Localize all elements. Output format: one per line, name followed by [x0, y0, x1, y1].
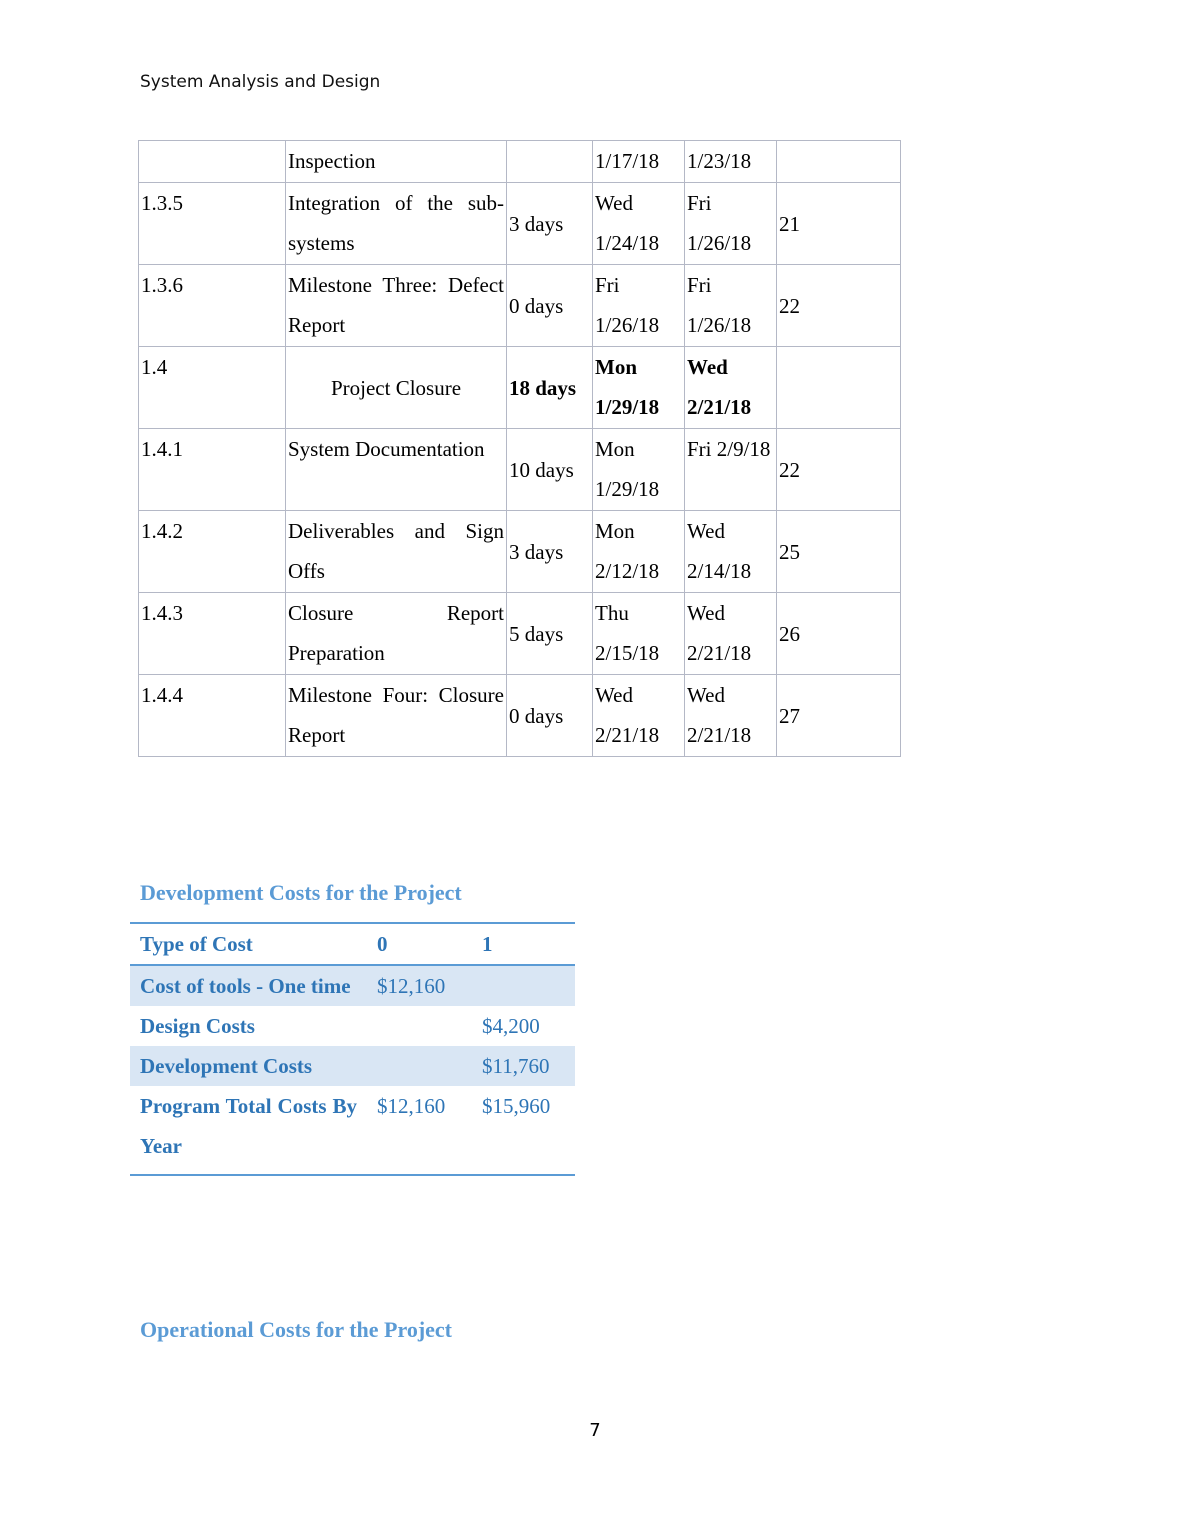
column-header: 1 — [472, 923, 575, 965]
cost-year-0: $12,160 — [367, 1086, 472, 1175]
op-costs-heading: Operational Costs for the Project — [140, 1317, 453, 1342]
page-number: 7 — [589, 1420, 601, 1441]
column-header: 0 — [367, 923, 472, 965]
task-start: Mon 1/29/18 — [593, 347, 685, 429]
task-finish: Wed 2/21/18 — [685, 675, 777, 757]
table-row — [139, 183, 901, 265]
task-start: Mon 2/12/18 — [593, 511, 685, 593]
task-name: Closure Report Preparation — [286, 593, 507, 675]
cost-year-0 — [367, 1046, 472, 1086]
dev-costs-heading: Development Costs for the Project — [140, 880, 462, 905]
task-name: Milestone Four: Closure Report — [286, 675, 507, 757]
column-header: Type of Cost — [130, 923, 367, 965]
cost-year-1: $11,760 — [472, 1046, 575, 1086]
table-row — [139, 511, 901, 593]
cost-label: Development Costs — [130, 1046, 367, 1086]
task-id: 1.4.3 — [139, 593, 286, 675]
schedule-table — [138, 140, 901, 757]
task-finish: Fri 1/26/18 — [685, 183, 777, 265]
task-predecessor — [777, 141, 901, 183]
task-predecessor: 22 — [777, 265, 901, 347]
cost-year-0: $12,160 — [367, 965, 472, 1006]
table-row-summary — [139, 347, 901, 429]
cost-label: Cost of tools - One time — [130, 965, 367, 1006]
task-name: Project Closure — [286, 347, 507, 429]
table-row — [130, 1046, 575, 1086]
task-name: Deliverables and Sign Offs — [286, 511, 507, 593]
task-predecessor: 26 — [777, 593, 901, 675]
task-duration: 3 days — [507, 183, 593, 265]
task-name: System Documentation — [286, 429, 507, 511]
task-duration — [507, 141, 593, 183]
task-id: 1.3.5 — [139, 183, 286, 265]
task-predecessor: 27 — [777, 675, 901, 757]
task-predecessor — [777, 347, 901, 429]
task-predecessor: 22 — [777, 429, 901, 511]
task-name: Integration of the sub-systems — [286, 183, 507, 265]
table-row — [139, 675, 901, 757]
cost-year-1: $4,200 — [482, 1014, 540, 1038]
task-start: Fri 1/26/18 — [593, 265, 685, 347]
cost-year-1 — [472, 965, 575, 1006]
task-duration: 0 days — [507, 675, 593, 757]
task-start: 1/17/18 — [593, 141, 685, 183]
table-row — [139, 593, 901, 675]
task-predecessor: 25 — [777, 511, 901, 593]
task-id: 1.3.6 — [139, 265, 286, 347]
task-id — [139, 141, 286, 183]
table-header-row — [130, 923, 575, 965]
dev-costs-table — [130, 922, 575, 1176]
task-duration: 3 days — [507, 511, 593, 593]
table-row — [139, 265, 901, 347]
task-finish: Wed 2/14/18 — [685, 511, 777, 593]
cost-year-1: $15,960 — [472, 1086, 575, 1175]
task-id: 1.4 — [139, 347, 286, 429]
task-finish: Wed 2/21/18 — [685, 593, 777, 675]
table-row — [130, 1006, 575, 1046]
table-row-total — [130, 1086, 575, 1175]
task-start: Thu 2/15/18 — [593, 593, 685, 675]
task-finish: Wed 2/21/18 — [685, 347, 777, 429]
task-duration: 10 days — [507, 429, 593, 511]
task-duration: 18 days — [507, 347, 593, 429]
cost-label: Design Costs — [140, 1014, 255, 1038]
task-id: 1.4.1 — [139, 429, 286, 511]
task-name: Milestone Three: Defect Report — [286, 265, 507, 347]
task-id: 1.4.2 — [139, 511, 286, 593]
cost-label: Program Total Costs By Year — [130, 1086, 367, 1175]
task-start: Wed 2/21/18 — [593, 675, 685, 757]
task-duration: 0 days — [507, 265, 593, 347]
task-predecessor: 21 — [777, 183, 901, 265]
task-name: Inspection — [286, 141, 507, 183]
task-duration: 5 days — [507, 593, 593, 675]
task-id: 1.4.4 — [139, 675, 286, 757]
task-start: Wed 1/24/18 — [593, 183, 685, 265]
task-finish: Fri 1/26/18 — [685, 265, 777, 347]
page-header: System Analysis and Design — [140, 72, 381, 92]
table-row — [139, 141, 901, 183]
table-row — [130, 965, 575, 1006]
table-row — [139, 429, 901, 511]
task-finish: Fri 2/9/18 — [685, 429, 777, 511]
task-start: Mon 1/29/18 — [593, 429, 685, 511]
cost-year-0 — [367, 1006, 472, 1046]
task-finish: 1/23/18 — [685, 141, 777, 183]
